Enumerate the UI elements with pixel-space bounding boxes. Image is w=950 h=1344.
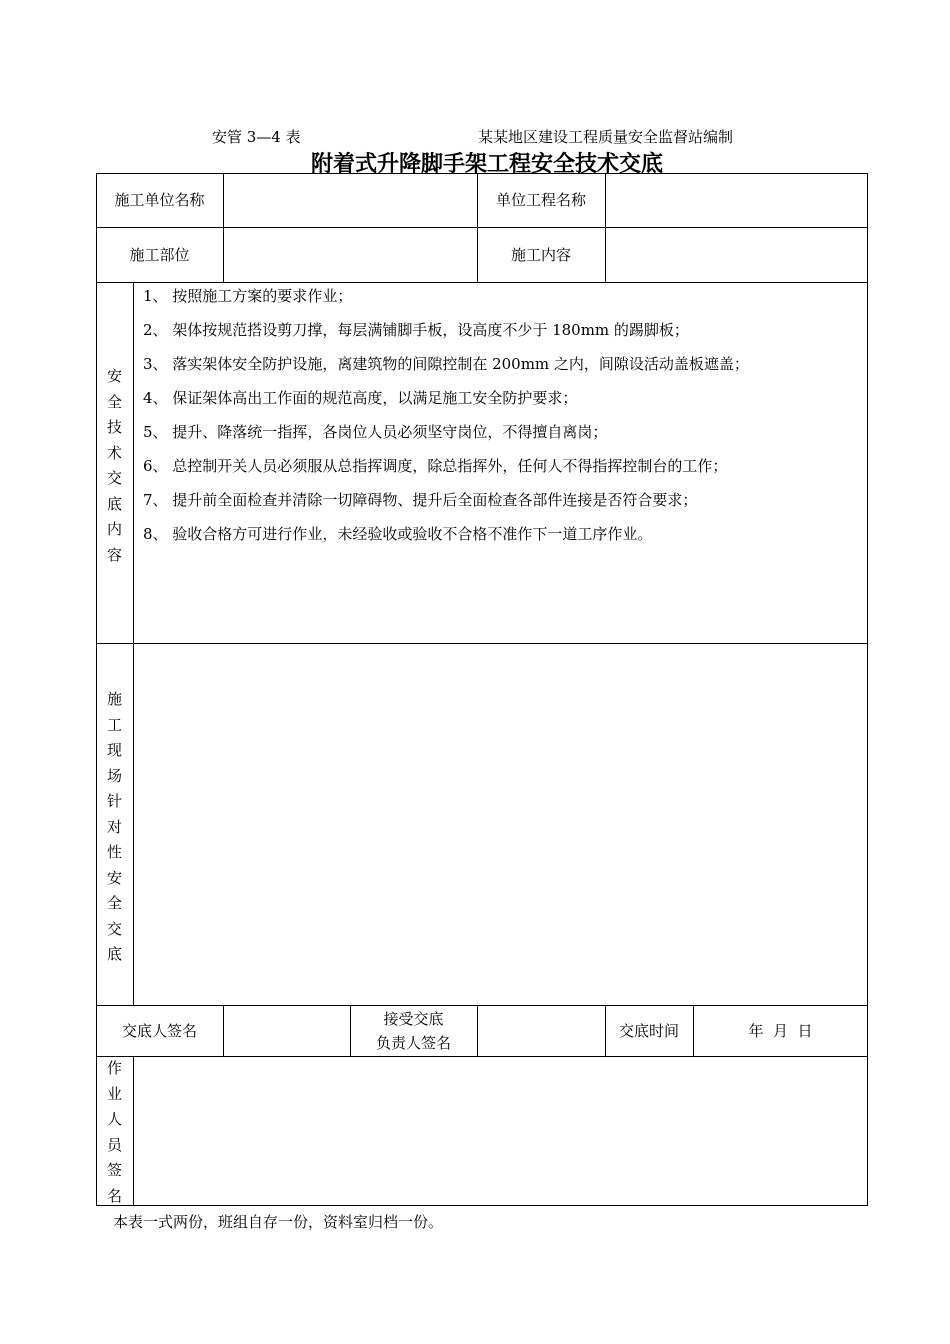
construction-part-label: 施工部位 (129, 246, 190, 264)
disclosure-time-label: 交底时间 (618, 1021, 679, 1040)
construction-part-field[interactable] (224, 228, 477, 282)
project-name-field[interactable] (606, 173, 868, 227)
safety-item: 6、 总控制开关人员必须服从总指挥调度，除总指挥外，任何人不得指挥控制台的工作； (143, 457, 728, 475)
footer-note: 本表一式两份，班组自存一份，资料室归档一份。 (113, 1213, 444, 1231)
safety-item: 1、 按照施工方案的要求作业； (143, 287, 353, 305)
discloser-sign-field[interactable] (224, 1006, 350, 1056)
construction-unit-field[interactable] (224, 173, 477, 227)
workers-sign-label: 作 业 人 员 签 名 (106, 1059, 122, 1205)
safety-item: 8、 验收合格方可进行作业，未经验收或验收不合格不准作下一道工序作业。 (143, 525, 653, 543)
safety-content-label: 安 全 技 术 交 底 内 容 (106, 367, 122, 564)
safety-item: 5、 提升、降落统一指挥，各岗位人员必须坚守岗位，不得擅自离岗； (143, 423, 608, 441)
disclosure-date-field[interactable]: 年 月 日 (748, 1021, 813, 1040)
discloser-sign-label: 交底人签名 (121, 1021, 197, 1040)
site-safety-field[interactable] (134, 644, 867, 1005)
safety-item: 2、 架体按规范搭设剪刀撑，每层满铺脚手板，设高度不少于 180mm 的踢脚板； (143, 321, 689, 339)
construction-unit-label: 施工单位名称 (114, 191, 205, 209)
safety-item: 3、 落实架体安全防护设施，离建筑物的间隙控制在 200mm 之内，间隙设活动盖板遮盖； (143, 355, 749, 373)
receiver-sign-field[interactable] (478, 1006, 605, 1056)
workers-sign-field[interactable] (134, 1057, 867, 1205)
issuer-text: 某某地区建设工程质量安全监督站编制 (478, 128, 734, 146)
construction-content-label: 施工内容 (510, 246, 571, 264)
page-title: 附着式升降脚手架工程安全技术交底 (310, 152, 663, 177)
project-name-label: 单位工程名称 (495, 191, 586, 209)
form-code: 安管 3—4 表 (212, 128, 301, 146)
site-safety-label: 施 工 现 场 针 对 性 安 全 交 底 (106, 690, 122, 963)
safety-item: 4、 保证架体高出工作面的规范高度，以满足施工安全防护要求； (143, 389, 578, 407)
receiver-sign-label: 接受交底 负责人签名 (375, 1009, 451, 1052)
safety-item: 7、 提升前全面检查并清除一切障碍物、提升后全面检查各部件连接是否符合要求； (143, 491, 698, 509)
construction-content-field[interactable] (606, 228, 868, 282)
row-divider (96, 282, 868, 283)
